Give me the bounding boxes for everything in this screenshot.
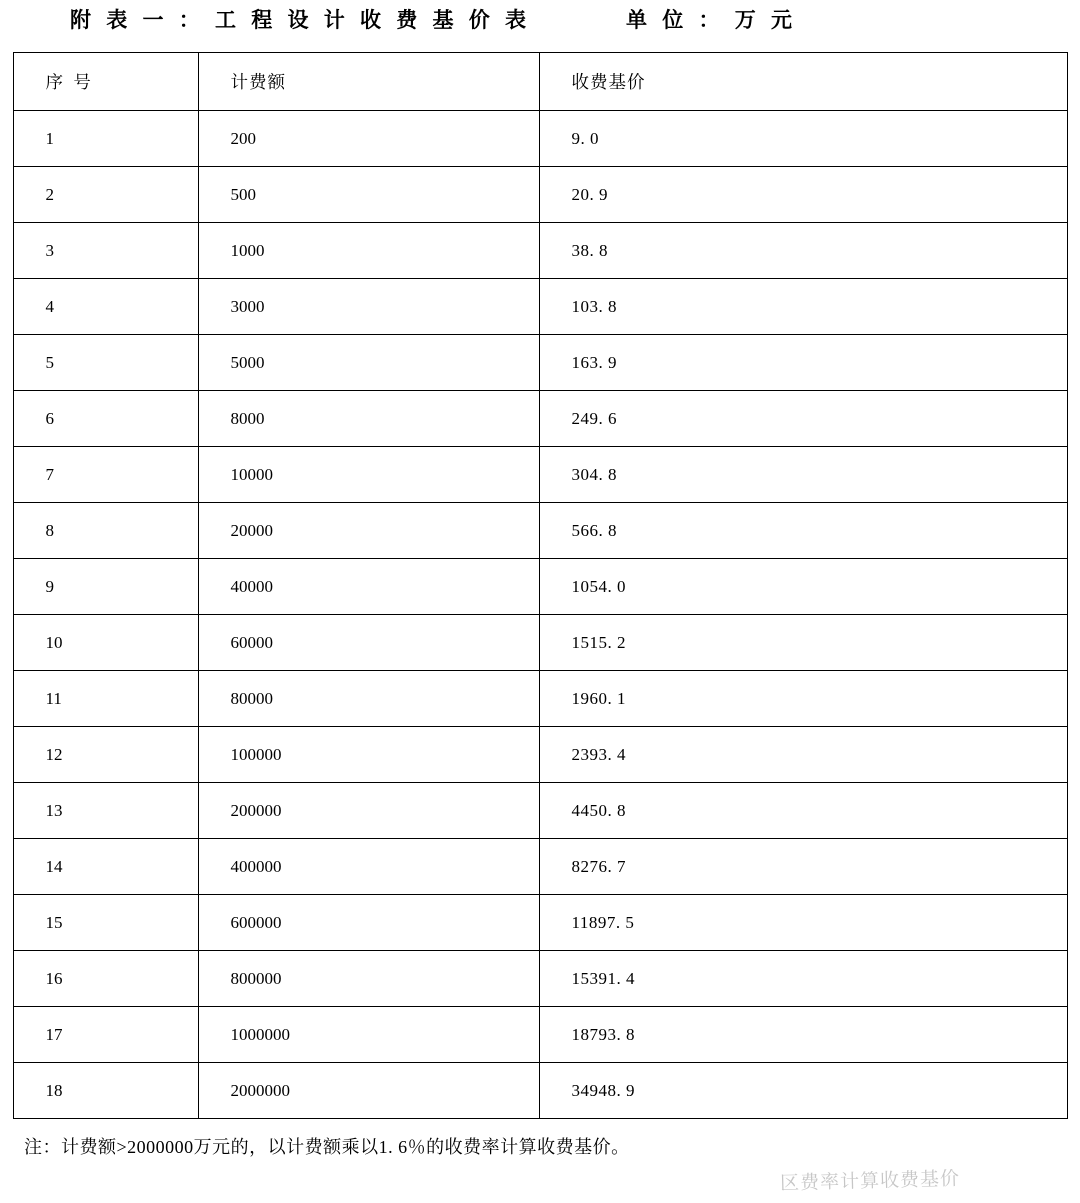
cell-price: 8276. 7 [539, 839, 1067, 895]
table-header-row [13, 53, 1067, 111]
title-unit-label: 单 位 ： 万 元 [626, 8, 797, 32]
cell-price: 163. 9 [539, 335, 1067, 391]
cell-sequence: 2 [13, 167, 198, 223]
document-title-row [10, 0, 1070, 44]
table-row [13, 111, 1067, 167]
cell-sequence: 5 [13, 335, 198, 391]
table-row [13, 447, 1067, 503]
cell-sequence: 15 [13, 895, 198, 951]
table-row [13, 279, 1067, 335]
cell-amount: 10000 [198, 447, 539, 503]
table-row [13, 783, 1067, 839]
table-row [13, 671, 1067, 727]
cell-amount: 200 [198, 111, 539, 167]
fee-base-price-table [13, 52, 1068, 1119]
cell-sequence: 18 [13, 1063, 198, 1119]
cell-amount: 400000 [198, 839, 539, 895]
cell-price: 1054. 0 [539, 559, 1067, 615]
cell-price: 11897. 5 [539, 895, 1067, 951]
table-row [13, 391, 1067, 447]
cell-sequence: 12 [13, 727, 198, 783]
cell-amount: 1000000 [198, 1007, 539, 1063]
cell-sequence: 9 [13, 559, 198, 615]
table-row [13, 895, 1067, 951]
cell-sequence: 4 [13, 279, 198, 335]
cell-sequence: 10 [13, 615, 198, 671]
cell-amount: 600000 [198, 895, 539, 951]
cell-price: 1960. 1 [539, 671, 1067, 727]
cell-price: 15391. 4 [539, 951, 1067, 1007]
table-row [13, 951, 1067, 1007]
cell-amount: 20000 [198, 503, 539, 559]
cell-price: 1515. 2 [539, 615, 1067, 671]
cell-sequence: 1 [13, 111, 198, 167]
cell-sequence: 11 [13, 671, 198, 727]
cell-amount: 3000 [198, 279, 539, 335]
page-title: 附 表 一 ： 工 程 设 计 收 费 基 价 表 [70, 8, 531, 32]
table-row [13, 559, 1067, 615]
table-row [13, 335, 1067, 391]
cell-price: 20. 9 [539, 167, 1067, 223]
table-header [13, 53, 1067, 111]
table-row [13, 503, 1067, 559]
cell-amount: 1000 [198, 223, 539, 279]
cell-amount: 100000 [198, 727, 539, 783]
cell-amount: 500 [198, 167, 539, 223]
cell-amount: 5000 [198, 335, 539, 391]
cell-price: 38. 8 [539, 223, 1067, 279]
column-header-amount: 计费额 [198, 53, 539, 111]
table-footnote: 注：计费额>2000000万元的，以计费额乘以1. 6％的收费率计算收费基价。 [24, 1137, 630, 1157]
cell-amount: 2000000 [198, 1063, 539, 1119]
column-header-sequence: 序 号 [13, 53, 198, 111]
cell-price: 34948. 9 [539, 1063, 1067, 1119]
cell-amount: 200000 [198, 783, 539, 839]
cell-amount: 80000 [198, 671, 539, 727]
cell-sequence: 14 [13, 839, 198, 895]
cell-price: 2393. 4 [539, 727, 1067, 783]
cell-price: 249. 6 [539, 391, 1067, 447]
cell-sequence: 7 [13, 447, 198, 503]
table-row [13, 839, 1067, 895]
table-row [13, 223, 1067, 279]
cell-price: 9. 0 [539, 111, 1067, 167]
cell-price: 304. 8 [539, 447, 1067, 503]
cell-amount: 60000 [198, 615, 539, 671]
cell-amount: 8000 [198, 391, 539, 447]
cell-sequence: 3 [13, 223, 198, 279]
cell-sequence: 16 [13, 951, 198, 1007]
cell-price: 18793. 8 [539, 1007, 1067, 1063]
cell-sequence: 8 [13, 503, 198, 559]
cell-price: 103. 8 [539, 279, 1067, 335]
cell-amount: 800000 [198, 951, 539, 1007]
cell-sequence: 13 [13, 783, 198, 839]
table-row [13, 167, 1067, 223]
column-header-price: 收费基价 [539, 53, 1067, 111]
table-row [13, 727, 1067, 783]
cell-price: 566. 8 [539, 503, 1067, 559]
table-row [13, 615, 1067, 671]
table-row [13, 1007, 1067, 1063]
cell-price: 4450. 8 [539, 783, 1067, 839]
watermark-text: 区费率计算收费基价 [779, 1168, 961, 1195]
table-row [13, 1063, 1067, 1119]
cell-sequence: 17 [13, 1007, 198, 1063]
cell-sequence: 6 [13, 391, 198, 447]
table-body [13, 111, 1067, 1119]
cell-amount: 40000 [198, 559, 539, 615]
